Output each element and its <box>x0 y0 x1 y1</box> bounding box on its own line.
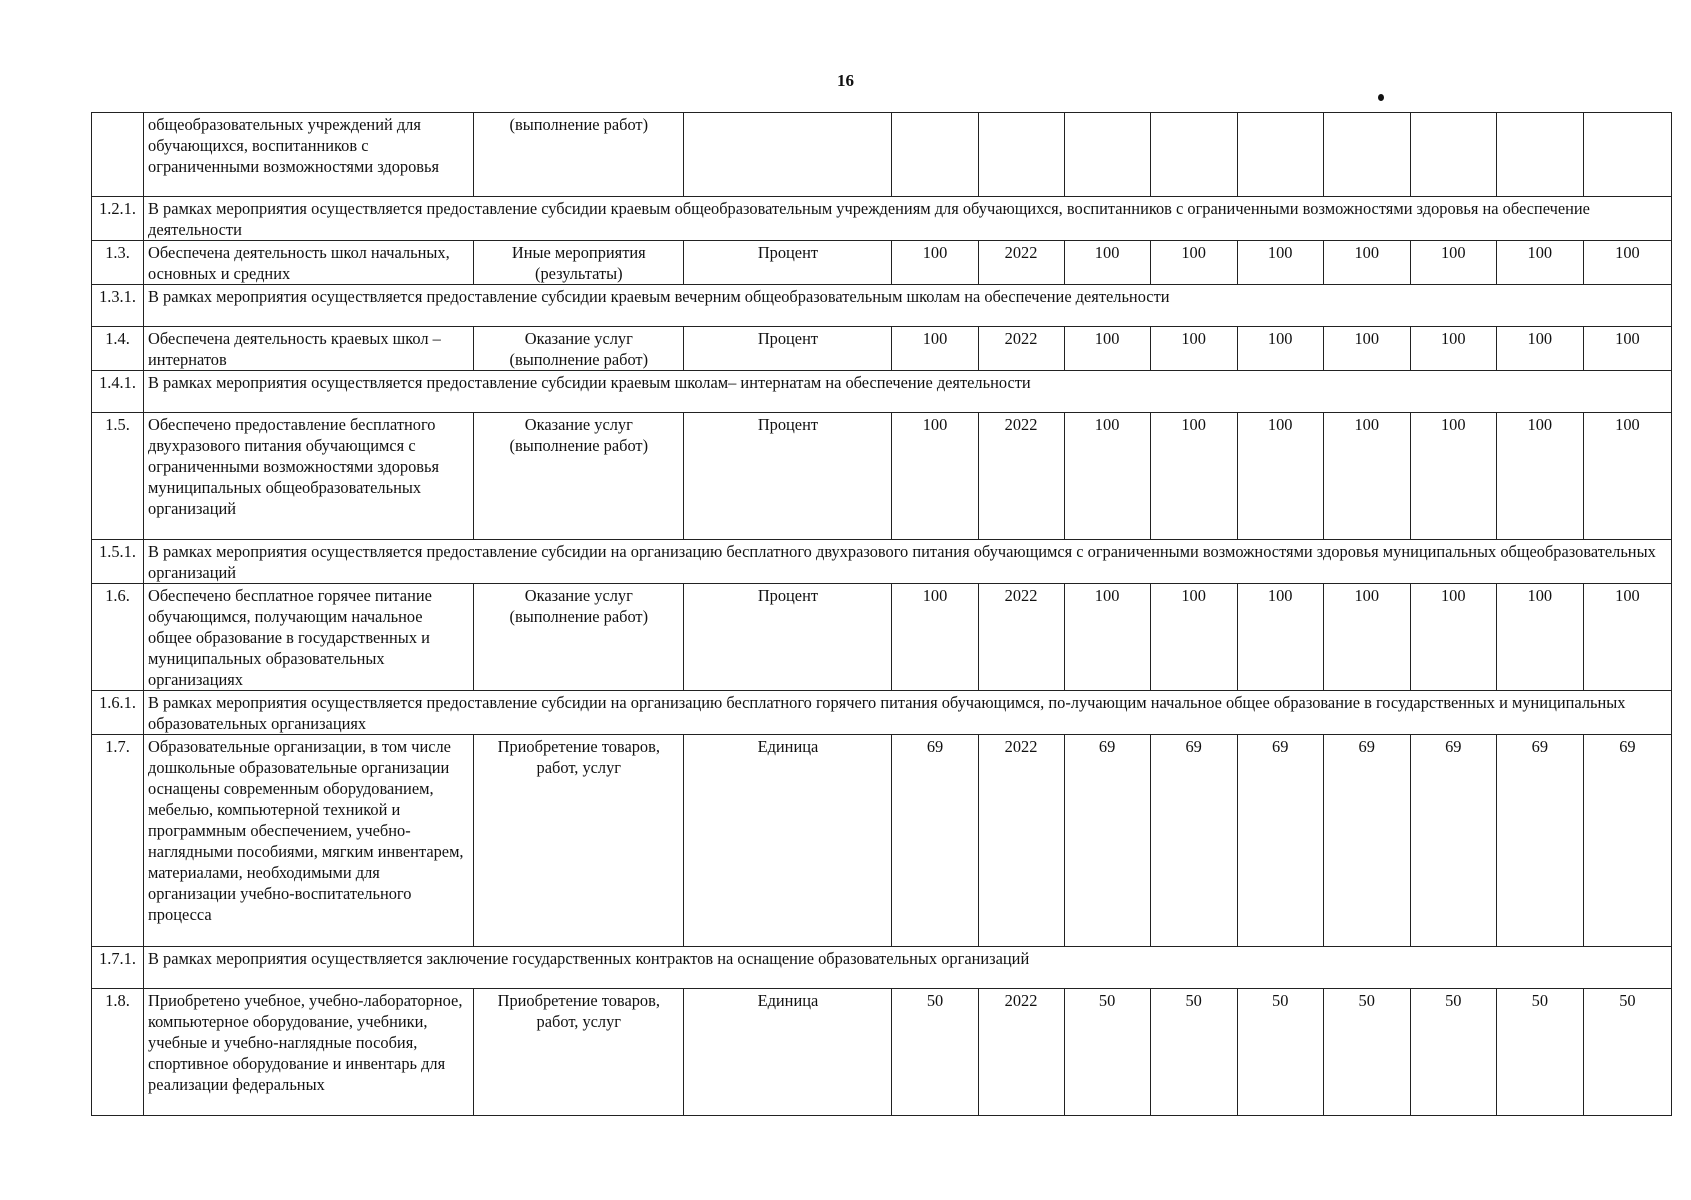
indicator-type: Оказание услуг (выполнение работ) <box>474 327 684 371</box>
row-number: 1.5.1. <box>92 540 144 584</box>
table-description-row <box>92 371 1672 413</box>
indicator-unit: Единица <box>684 989 892 1116</box>
indicator-unit <box>684 113 892 197</box>
indicator-value: 100 <box>1150 413 1237 540</box>
indicator-value: 2022 <box>978 241 1064 285</box>
indicator-name: Приобретено учебное, учебно-лабораторное, компьютерное оборудование, учебники, учебные и учебно-наглядные пособия, спортивное оборудование и инвентарь для реализации федеральных <box>144 989 474 1116</box>
row-number: 1.6. <box>92 584 144 691</box>
indicator-value: 69 <box>1064 735 1150 947</box>
indicator-value: 100 <box>1150 327 1237 371</box>
indicator-value: 100 <box>1410 584 1496 691</box>
row-number: 1.3.1. <box>92 285 144 327</box>
indicator-value <box>1323 113 1410 197</box>
row-number: 1.6.1. <box>92 691 144 735</box>
indicator-value: 100 <box>1583 413 1671 540</box>
indicator-value: 100 <box>1237 413 1323 540</box>
indicator-name: Обеспечено предоставление бесплатного двухразового питания обучающимся с ограниченными возможностями здоровья муниципальных общеобразовательных организаций <box>144 413 474 540</box>
indicator-value: 100 <box>1237 327 1323 371</box>
row-number: 1.4.1. <box>92 371 144 413</box>
indicator-value: 100 <box>1496 241 1583 285</box>
indicator-value: 100 <box>1064 327 1150 371</box>
indicator-unit: Процент <box>684 241 892 285</box>
row-number: 1.7. <box>92 735 144 947</box>
row-description: В рамках мероприятия осуществляется предоставление субсидии краевым школам– интернатам на обеспечение деятельности <box>144 371 1672 413</box>
indicator-value: 100 <box>1583 241 1671 285</box>
indicator-value: 100 <box>1583 584 1671 691</box>
row-description: В рамках мероприятия осуществляется предоставление субсидии на организацию бесплатного двухразового питания обучающимся с ограниченными возможностями здоровья муниципальных общеобразовательных организаций <box>144 540 1672 584</box>
row-description: В рамках мероприятия осуществляется предоставление субсидии на организацию бесплатного горячего питания обучающимся, по-лучающим начальное общее образование в государственных и муниципальных образовательных организациях <box>144 691 1672 735</box>
indicator-type: Приобретение товаров, работ, услуг <box>474 735 684 947</box>
indicator-unit: Единица <box>684 735 892 947</box>
indicator-value: 50 <box>1150 989 1237 1116</box>
indicator-name: Обеспечена деятельность школ начальных, основных и средних <box>144 241 474 285</box>
table-row <box>92 241 1672 285</box>
row-number: 1.8. <box>92 989 144 1116</box>
indicator-value: 100 <box>892 327 978 371</box>
indicator-value: 100 <box>1496 584 1583 691</box>
row-description: В рамках мероприятия осуществляется заключение государственных контрактов на оснащение образовательных организаций <box>144 947 1672 989</box>
indicator-value: 100 <box>1150 584 1237 691</box>
table-row <box>92 584 1672 691</box>
indicator-value: 2022 <box>978 989 1064 1116</box>
table-description-row <box>92 285 1672 327</box>
row-number: 1.4. <box>92 327 144 371</box>
indicator-unit: Процент <box>684 584 892 691</box>
indicator-value: 2022 <box>978 327 1064 371</box>
indicator-value <box>892 113 978 197</box>
scan-artifact-dot <box>1378 94 1384 101</box>
indicator-name: Образовательные организации, в том числе дошкольные образовательные организации оснащены современным оборудованием, мебелью, компьютерной техникой и программным обеспечением, учебно-наглядными пособиями, мягким инвентарем, материалами, необходимыми для организации учебно-воспитательного процесса <box>144 735 474 947</box>
indicator-value: 69 <box>1410 735 1496 947</box>
indicator-name: общеобразовательных учреждений для обучающихся, воспитанников с ограниченными возможностями здоровья <box>144 113 474 197</box>
indicator-type: Иные мероприятия (результаты) <box>474 241 684 285</box>
indicator-value: 50 <box>1323 989 1410 1116</box>
indicator-value: 100 <box>1064 413 1150 540</box>
indicator-value: 2022 <box>978 413 1064 540</box>
indicator-value: 2022 <box>978 584 1064 691</box>
indicator-value: 50 <box>892 989 978 1116</box>
indicator-value: 100 <box>1583 327 1671 371</box>
indicator-value: 100 <box>1237 584 1323 691</box>
row-description: В рамках мероприятия осуществляется предоставление субсидии краевым общеобразовательным учреждениям для обучающихся, воспитанников с ограниченными возможностями здоровья на обеспечение деятельности <box>144 197 1672 241</box>
table-row <box>92 989 1672 1116</box>
indicator-type: Оказание услуг (выполнение работ) <box>474 413 684 540</box>
table-description-row <box>92 540 1672 584</box>
indicator-value: 100 <box>1323 584 1410 691</box>
indicator-type: (выполнение работ) <box>474 113 684 197</box>
indicator-value: 50 <box>1064 989 1150 1116</box>
indicator-value: 100 <box>1064 241 1150 285</box>
row-description: В рамках мероприятия осуществляется предоставление субсидии краевым вечерним общеобразовательным школам на обеспечение деятельности <box>144 285 1672 327</box>
indicator-value: 100 <box>1150 241 1237 285</box>
row-number: 1.7.1. <box>92 947 144 989</box>
indicator-value: 69 <box>892 735 978 947</box>
indicator-type: Приобретение товаров, работ, услуг <box>474 989 684 1116</box>
indicator-value: 69 <box>1150 735 1237 947</box>
table-row <box>92 735 1672 947</box>
indicator-value: 100 <box>1064 584 1150 691</box>
table-row <box>92 113 1672 197</box>
indicator-value <box>1410 113 1496 197</box>
indicator-value <box>1237 113 1323 197</box>
indicator-value <box>1583 113 1671 197</box>
indicator-value: 100 <box>892 584 978 691</box>
indicator-value: 100 <box>1410 413 1496 540</box>
indicator-value: 50 <box>1410 989 1496 1116</box>
indicator-value <box>1496 113 1583 197</box>
table-description-row <box>92 947 1672 989</box>
row-number <box>92 113 144 197</box>
indicator-value: 100 <box>1323 327 1410 371</box>
indicator-value: 50 <box>1583 989 1671 1116</box>
row-number: 1.3. <box>92 241 144 285</box>
indicator-value: 100 <box>892 241 978 285</box>
indicator-value: 69 <box>1496 735 1583 947</box>
indicator-value <box>1150 113 1237 197</box>
indicator-value <box>1064 113 1150 197</box>
indicator-value: 100 <box>1323 413 1410 540</box>
indicator-name: Обеспечено бесплатное горячее питание обучающимся, получающим начальное общее образование в государственных и муниципальных образовательных организациях <box>144 584 474 691</box>
indicator-name: Обеспечена деятельность краевых школ – интернатов <box>144 327 474 371</box>
indicators-table <box>91 112 1672 1116</box>
indicator-unit: Процент <box>684 327 892 371</box>
indicator-type: Оказание услуг (выполнение работ) <box>474 584 684 691</box>
indicator-value: 50 <box>1237 989 1323 1116</box>
table-row <box>92 413 1672 540</box>
indicator-value: 69 <box>1237 735 1323 947</box>
page-number: 16 <box>837 71 854 90</box>
row-number: 1.2.1. <box>92 197 144 241</box>
indicator-value: 100 <box>892 413 978 540</box>
indicator-value <box>978 113 1064 197</box>
table-description-row <box>92 197 1672 241</box>
indicator-value: 100 <box>1496 327 1583 371</box>
row-number: 1.5. <box>92 413 144 540</box>
table-description-row <box>92 691 1672 735</box>
indicator-value: 69 <box>1583 735 1671 947</box>
indicator-value: 100 <box>1323 241 1410 285</box>
indicator-value: 69 <box>1323 735 1410 947</box>
indicator-value: 100 <box>1410 327 1496 371</box>
indicator-value: 2022 <box>978 735 1064 947</box>
table-row <box>92 327 1672 371</box>
indicator-value: 100 <box>1237 241 1323 285</box>
indicator-value: 100 <box>1410 241 1496 285</box>
indicator-value: 100 <box>1496 413 1583 540</box>
indicator-unit: Процент <box>684 413 892 540</box>
indicator-value: 50 <box>1496 989 1583 1116</box>
